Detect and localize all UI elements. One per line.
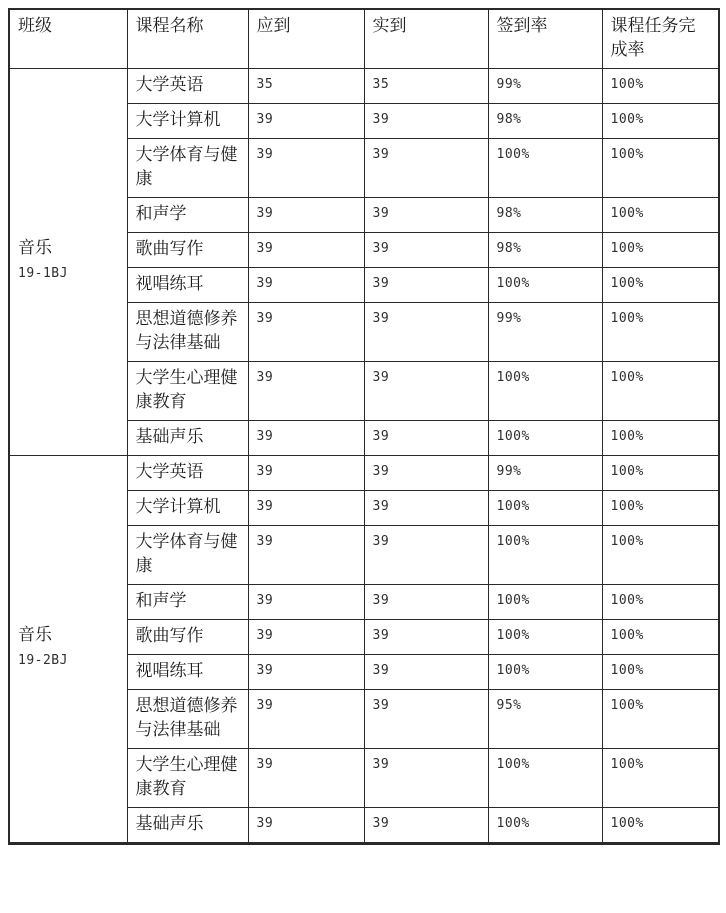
course-name-cell: 大学生心理健康教育 xyxy=(127,362,248,421)
signin-rate-cell: 100% xyxy=(488,655,602,690)
expected-count-cell: 39 xyxy=(248,198,364,233)
col-header-class: 班级 xyxy=(9,9,127,69)
course-name-cell: 大学生心理健康教育 xyxy=(127,749,248,808)
actual-count-cell: 39 xyxy=(364,268,488,303)
course-name-cell: 基础声乐 xyxy=(127,421,248,456)
expected-count-cell: 39 xyxy=(248,421,364,456)
completion-rate-cell: 100% xyxy=(602,362,719,421)
expected-count-cell: 35 xyxy=(248,69,364,104)
expected-count-cell: 39 xyxy=(248,456,364,491)
expected-count-cell: 39 xyxy=(248,233,364,268)
completion-rate-cell: 100% xyxy=(602,233,719,268)
completion-rate-cell: 100% xyxy=(602,690,719,749)
completion-rate-cell: 100% xyxy=(602,139,719,198)
actual-count-cell: 39 xyxy=(364,655,488,690)
actual-count-cell: 39 xyxy=(364,491,488,526)
expected-count-cell: 39 xyxy=(248,690,364,749)
actual-count-cell: 35 xyxy=(364,69,488,104)
col-header-course: 课程名称 xyxy=(127,9,248,69)
class-name: 音乐 xyxy=(18,625,52,645)
signin-rate-cell: 99% xyxy=(488,303,602,362)
expected-count-cell: 39 xyxy=(248,303,364,362)
course-name-cell: 大学体育与健康 xyxy=(127,526,248,585)
actual-count-cell: 39 xyxy=(364,690,488,749)
completion-rate-cell: 100% xyxy=(602,198,719,233)
expected-count-cell: 39 xyxy=(248,526,364,585)
actual-count-cell: 39 xyxy=(364,198,488,233)
signin-rate-cell: 100% xyxy=(488,362,602,421)
expected-count-cell: 39 xyxy=(248,268,364,303)
signin-rate-cell: 100% xyxy=(488,139,602,198)
expected-count-cell: 39 xyxy=(248,655,364,690)
class-name: 音乐 xyxy=(18,238,52,258)
actual-count-cell: 39 xyxy=(364,139,488,198)
signin-rate-cell: 99% xyxy=(488,69,602,104)
completion-rate-cell: 100% xyxy=(602,456,719,491)
actual-count-cell: 39 xyxy=(364,104,488,139)
table-body xyxy=(9,69,719,844)
actual-count-cell: 39 xyxy=(364,362,488,421)
course-name-cell: 视唱练耳 xyxy=(127,268,248,303)
expected-count-cell: 39 xyxy=(248,491,364,526)
course-name-cell: 和声学 xyxy=(127,198,248,233)
actual-count-cell: 39 xyxy=(364,233,488,268)
class-cell xyxy=(9,69,127,456)
expected-count-cell: 39 xyxy=(248,585,364,620)
col-header-completion-rate: 课程任务完成率 xyxy=(602,9,719,69)
signin-rate-cell: 98% xyxy=(488,198,602,233)
completion-rate-cell: 100% xyxy=(602,655,719,690)
signin-rate-cell: 98% xyxy=(488,233,602,268)
col-header-signin-rate: 签到率 xyxy=(488,9,602,69)
course-name-cell: 思想道德修养与法律基础 xyxy=(127,303,248,362)
signin-rate-cell: 100% xyxy=(488,585,602,620)
completion-rate-cell: 100% xyxy=(602,268,719,303)
signin-rate-cell: 100% xyxy=(488,749,602,808)
expected-count-cell: 39 xyxy=(248,620,364,655)
completion-rate-cell: 100% xyxy=(602,808,719,844)
actual-count-cell: 39 xyxy=(364,303,488,362)
header-row xyxy=(9,9,719,69)
actual-count-cell: 39 xyxy=(364,526,488,585)
attendance-table xyxy=(8,8,720,845)
actual-count-cell: 39 xyxy=(364,749,488,808)
completion-rate-cell: 100% xyxy=(602,69,719,104)
table-row xyxy=(9,69,719,104)
actual-count-cell: 39 xyxy=(364,456,488,491)
signin-rate-cell: 100% xyxy=(488,268,602,303)
completion-rate-cell: 100% xyxy=(602,421,719,456)
class-code: 19-2BJ xyxy=(18,653,68,668)
signin-rate-cell: 100% xyxy=(488,526,602,585)
course-name-cell: 大学体育与健康 xyxy=(127,139,248,198)
course-name-cell: 和声学 xyxy=(127,585,248,620)
class-cell xyxy=(9,456,127,844)
expected-count-cell: 39 xyxy=(248,362,364,421)
actual-count-cell: 39 xyxy=(364,421,488,456)
completion-rate-cell: 100% xyxy=(602,104,719,139)
actual-count-cell: 39 xyxy=(364,620,488,655)
col-header-actual: 实到 xyxy=(364,9,488,69)
completion-rate-cell: 100% xyxy=(602,491,719,526)
course-name-cell: 基础声乐 xyxy=(127,808,248,844)
actual-count-cell: 39 xyxy=(364,585,488,620)
expected-count-cell: 39 xyxy=(248,749,364,808)
signin-rate-cell: 98% xyxy=(488,104,602,139)
expected-count-cell: 39 xyxy=(248,139,364,198)
signin-rate-cell: 99% xyxy=(488,456,602,491)
course-name-cell: 歌曲写作 xyxy=(127,233,248,268)
completion-rate-cell: 100% xyxy=(602,303,719,362)
signin-rate-cell: 100% xyxy=(488,421,602,456)
expected-count-cell: 39 xyxy=(248,104,364,139)
expected-count-cell: 39 xyxy=(248,808,364,844)
class-code: 19-1BJ xyxy=(18,266,68,281)
signin-rate-cell: 100% xyxy=(488,620,602,655)
completion-rate-cell: 100% xyxy=(602,620,719,655)
course-name-cell: 大学计算机 xyxy=(127,104,248,139)
course-name-cell: 大学英语 xyxy=(127,69,248,104)
table-row xyxy=(9,456,719,491)
course-name-cell: 歌曲写作 xyxy=(127,620,248,655)
signin-rate-cell: 100% xyxy=(488,808,602,844)
signin-rate-cell: 100% xyxy=(488,491,602,526)
course-name-cell: 视唱练耳 xyxy=(127,655,248,690)
signin-rate-cell: 95% xyxy=(488,690,602,749)
completion-rate-cell: 100% xyxy=(602,526,719,585)
course-name-cell: 大学计算机 xyxy=(127,491,248,526)
course-name-cell: 大学英语 xyxy=(127,456,248,491)
course-name-cell: 思想道德修养与法律基础 xyxy=(127,690,248,749)
col-header-expected: 应到 xyxy=(248,9,364,69)
completion-rate-cell: 100% xyxy=(602,749,719,808)
actual-count-cell: 39 xyxy=(364,808,488,844)
completion-rate-cell: 100% xyxy=(602,585,719,620)
